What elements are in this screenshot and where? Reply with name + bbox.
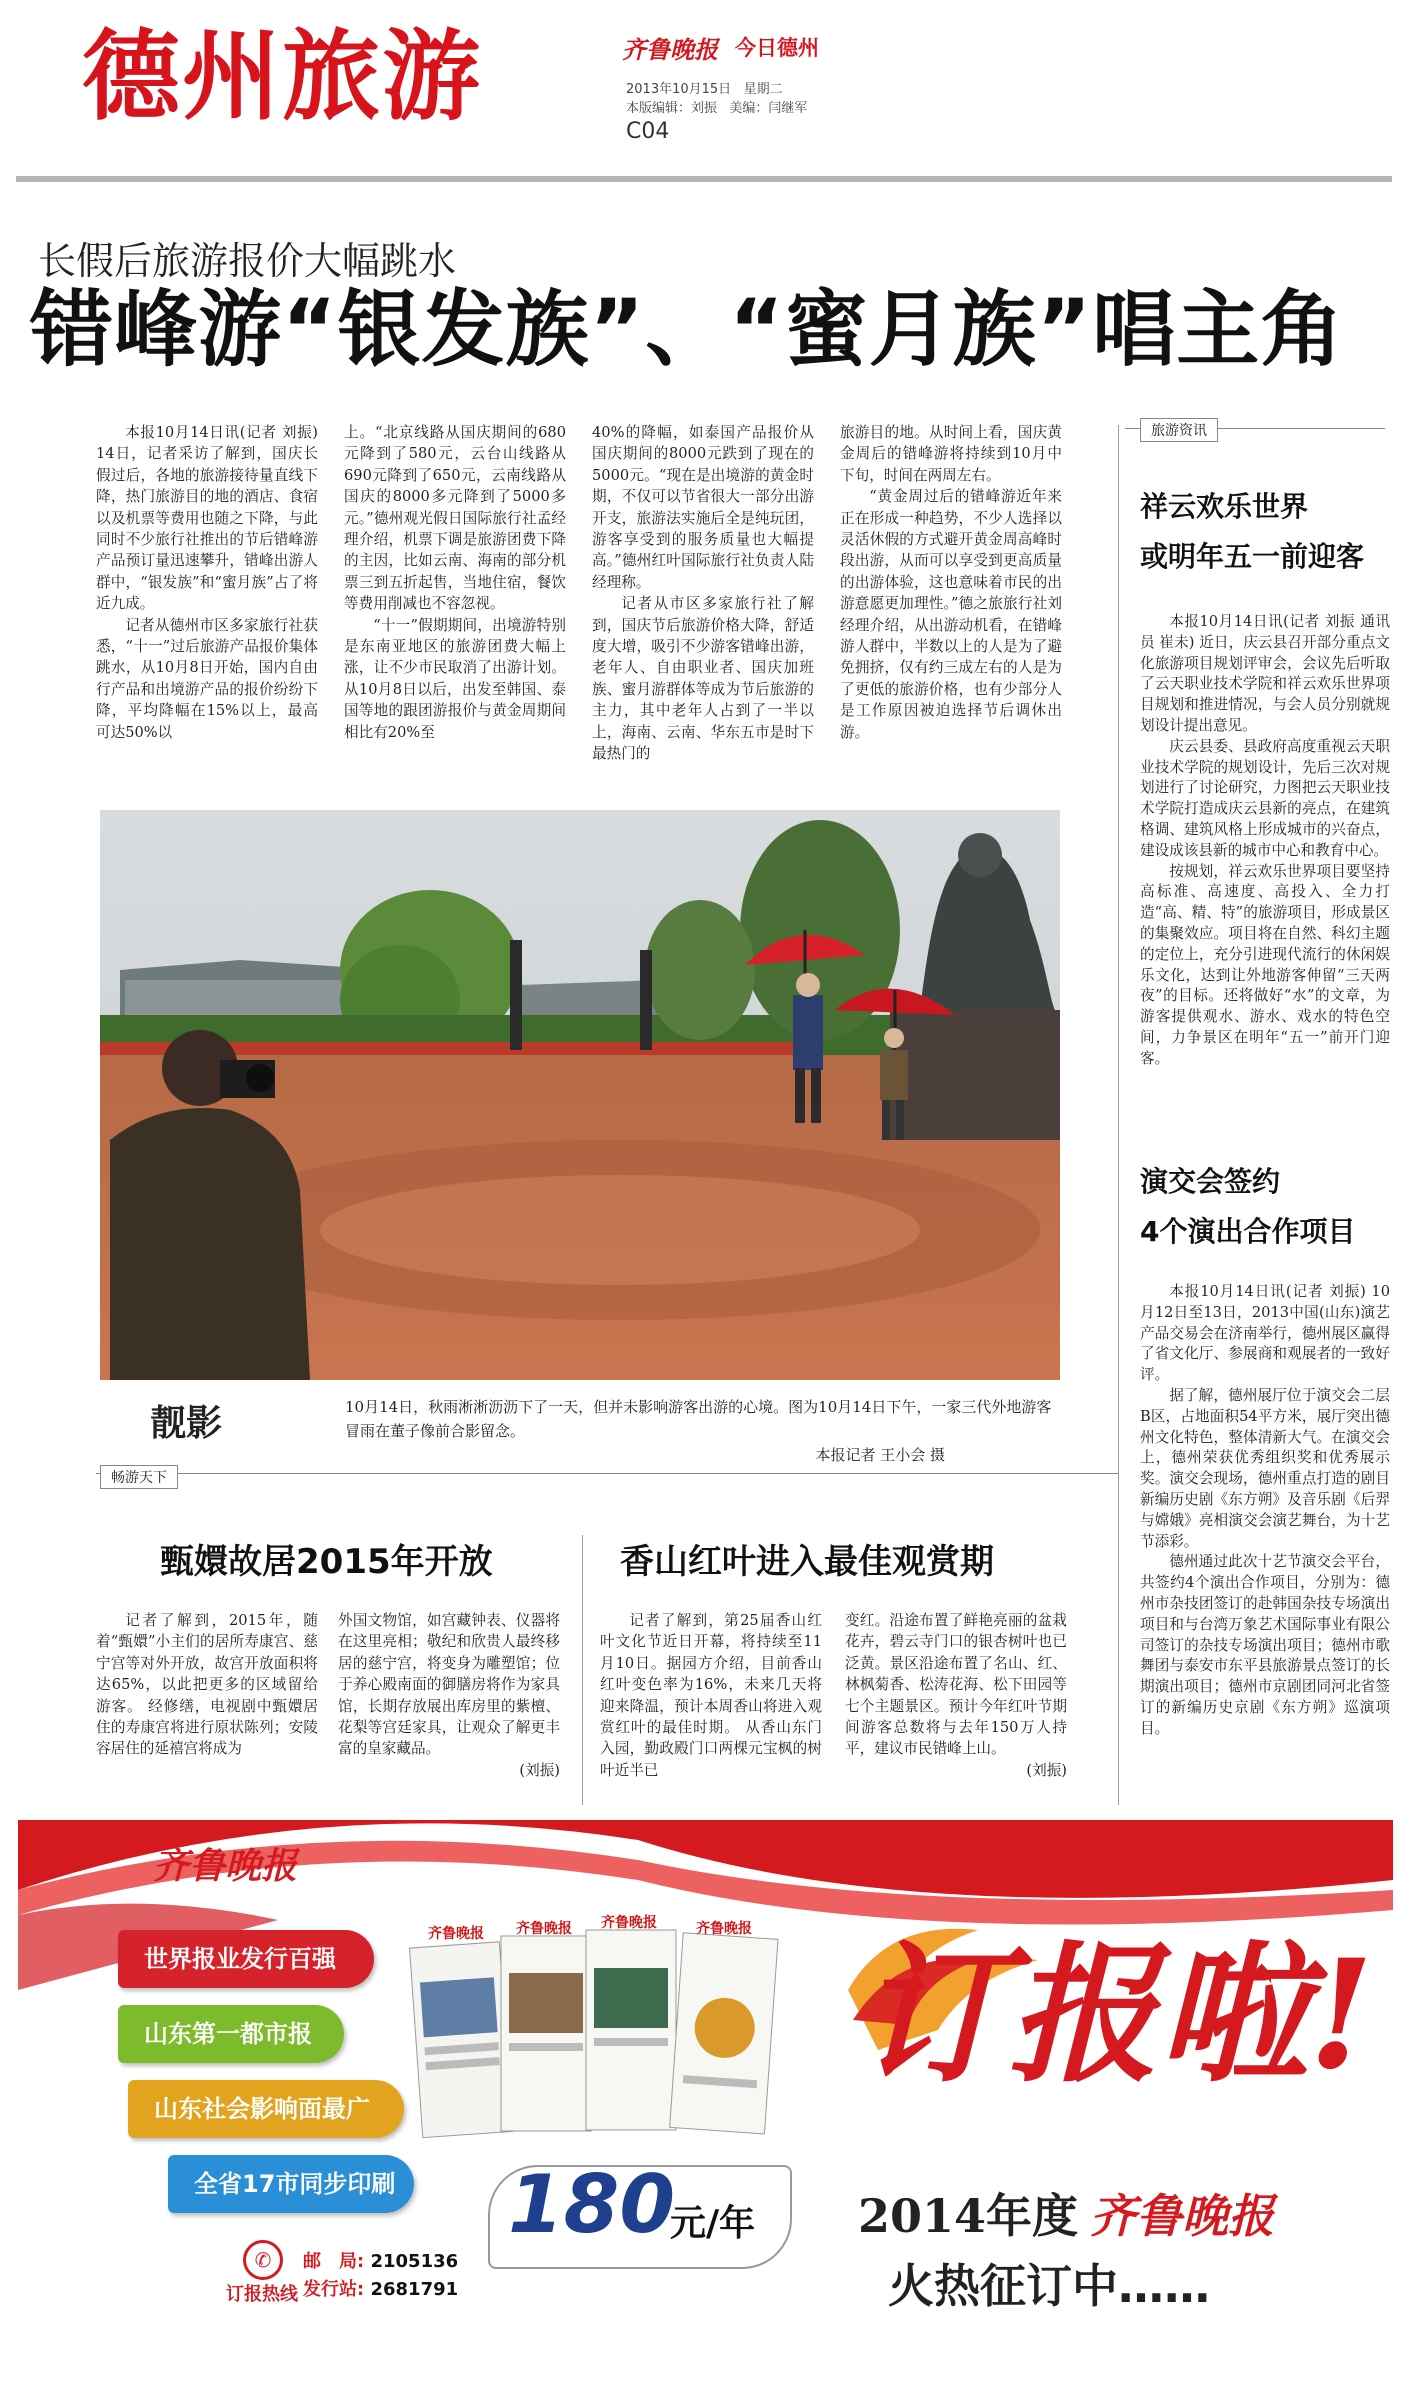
paper-masthead-2: 齐鲁晚报: [516, 1921, 572, 1937]
subscription-ad: [18, 1820, 1393, 2360]
section-title: 德州旅游: [82, 20, 483, 134]
sidebar-article-2-title-line2: 4个演出合作项目: [1140, 1215, 1356, 1248]
ad-slogan-4: 全省17市同步印刷: [168, 2155, 414, 2213]
byline: (刘振): [519, 1761, 560, 1779]
sidebar-article-2-body: [1140, 1282, 1390, 1740]
paragraph: 记者从市区多家旅行社了解到，国庆节后旅游价格大降，舒适度大增，吸引不少游客错峰出游，老年人、自由职业者、国庆加班族、蜜月游群体等成为节后旅游的主力，其中老年人占到了一半以上，海南、云南、华东五市是时下最热门的: [592, 595, 814, 763]
paragraph: 记者了解到，第25届香山红叶文化节近日开幕，将持续至11月10日。据园方介绍，目前香山红叶变色率为16%，未来几天将迎来降温，预计本周香山将进入观赏红叶的最佳时期。 从香山东门入园，勤政殿门口两棵元宝枫的树叶近半已: [600, 1612, 822, 1779]
column-divider: [1118, 425, 1119, 1805]
photo-title: 靓影: [150, 1402, 223, 1444]
paragraph: “黄金周过后的错峰游近年来正在形成一种趋势，不少人选择以灵活休假的方式避开黄金周高峰时段出游，从而可以享受到更高质量的出游体验，这也意味着市民的出游意愿更加理性。”德之旅旅行社刘经理介绍，从出游动机看，在错峰游人群中，半数以上的人是为了避免拥挤，仅有约三成左右的人是为了更低的旅游价格，也有少部分人是工作原因被迫选择节后调休出游。: [840, 488, 1062, 741]
paragraph: 40%的降幅，如泰国产品报价从国庆期间的8000元跌到了现在的5000元。“现在是出境游的黄金时期，不仅可以节省很大一部分出游开支，旅游法实施后全是纯玩团，游客享受到的服务质量也大幅提高。”德州红叶国际旅行社负责人陆经理称。: [592, 424, 814, 591]
price-number: 180: [508, 2158, 675, 2251]
station-label: 发行站:: [303, 2279, 365, 2300]
sidebar-article-1-body: [1140, 612, 1390, 1070]
ad-slogan-3: 山东社会影响面最广: [128, 2080, 404, 2138]
newspaper-logo: 齐鲁晚报: [622, 35, 718, 64]
edition-label: 今日德州: [735, 36, 819, 60]
issue-meta: [626, 80, 807, 118]
sidebar-article-2-title-line1: 演交会签约: [1140, 1165, 1281, 1198]
paper-masthead-4: 齐鲁晚报: [696, 1921, 752, 1937]
ad-year-text: [858, 2180, 1274, 2246]
travel-article-2-col-1: [600, 1610, 822, 1781]
paragraph: 上。“北京线路从国庆期间的680元降到了580元，云台山线路从690元降到了650元，云南线路从国庆的8000多元降到了5000多元。”德州观光假日国际旅行社孟经理介绍，机票下调是旅游团费下降的主因，比如云南、海南的部分机票三到五折起售，当地住宿，餐饮等费用削减也不容忽视。: [344, 424, 566, 613]
hotline-label: 订报热线: [226, 2284, 298, 2305]
page-code: C04: [626, 119, 670, 144]
post-number: 2105136: [370, 2251, 459, 2272]
ad-slogan-2: 山东第一都市报: [118, 2005, 344, 2063]
article-kicker: 长假后旅游报价大幅跳水: [38, 239, 457, 283]
photo-credit: 本报记者 王小会 摄: [815, 1446, 945, 1464]
ad-logo: 齐鲁晚报: [153, 1845, 298, 1887]
paper-masthead-1: 齐鲁晚报: [428, 1926, 484, 1942]
art-editor-credit: 美编：闫继军: [729, 101, 808, 116]
main-article-column-2: [344, 422, 566, 743]
sidebar-tag: 旅游资讯: [1140, 418, 1218, 442]
paragraph: 记者了解到，2015年，随着“甄嬛”小主们的居所寿康宫、慈宁宫等对外开放，故宫开放面积将达65%，以此把更多的区域留给游客。 经修缮，电视剧中甄嬛居住的寿康宫将进行原状陈列；安陵容居住的延禧宫将成为: [96, 1612, 318, 1758]
post-label: 邮 局:: [303, 2251, 365, 2272]
editor-credit: 本版编辑：刘振: [626, 101, 718, 116]
issue-date: 2013年10月15日: [626, 82, 732, 97]
article-headline: 错峰游“银发族”、“蜜月族”唱主角: [30, 281, 1345, 378]
travel-article-1-title: 甄嬛故居2015年开放: [160, 1542, 493, 1582]
paragraph: 德州通过此次十艺节演交会平台，共签约4个演出合作项目，分别为：德州市杂技团签订的赴韩国杂技专场演出项目和与台湾万象艺术国际事业有限公司签订的杂技专场演出项目；德州市歌舞团与泰安市东平县旅游景点签订的长期演出项目；德州市京剧团同河北省签订的新编历史京剧《东方朔》巡演项目。: [1140, 1553, 1390, 1737]
paragraph: 记者从德州市区多家旅行社获悉，“十一”过后旅游产品报价集体跳水，从10月8日开始，国内自由行产品和出境游产品的报价纷纷下降，平均降幅在15%以上，最高可达50%以: [96, 616, 318, 741]
hotline-numbers: [303, 2248, 458, 2304]
sidebar-article-1-title-line2: 或明年五一前迎客: [1140, 540, 1365, 573]
travel-article-2-title: 香山红叶进入最佳观赏期: [620, 1542, 994, 1582]
paragraph: 本报10月14日讯(记者 刘振) 10月12日至13日，2013中国(山东)演艺产品交易会在济南举行，德州展区赢得了省文化厅、参展商和观展者的一致好评。: [1140, 1283, 1390, 1384]
paragraph: “十一”假期期间，出境游特别是东南亚地区的旅游团费大幅上涨，让不少市民取消了出游计划。从10月8日以后，出发至韩国、泰国等地的跟团游报价与黄金周期间相比有20%至: [344, 616, 566, 741]
ad-big-text: 订报啦!: [858, 1927, 1374, 2103]
paper-masthead-3: 齐鲁晚报: [601, 1915, 657, 1931]
photo-caption: [345, 1395, 1065, 1467]
travel-section-rule: [96, 1473, 1118, 1474]
byline: (刘振): [1026, 1761, 1067, 1779]
paragraph: 本报10月14日讯(记者 刘振) 14日，记者采访了解到，国庆长假过后，各地的旅游接待量直线下降，热门旅游目的地的酒店、食宿以及机票等费用也随之下降，与此同时不少旅行社推出的节后错峰游产品预订量迅速攀升，错峰出游人群中，“银发族”和“蜜月族”占了将近九成。: [96, 424, 318, 613]
news-photo: [100, 810, 1060, 1380]
station-number: 2681791: [370, 2279, 459, 2300]
paragraph: 本报10月14日讯(记者 刘振 通讯员 崔未) 近日，庆云县召开部分重点文化旅游项目规划评审会，会议先后听取了云天职业技术学院和祥云欢乐世界项目规划和推进情况，与会人员分别就规划设计提出意见。: [1140, 613, 1390, 734]
paragraph: 旅游目的地。从时间上看，国庆黄金周后的错峰游将持续到10月中下旬，时间在两周左右。: [840, 424, 1062, 484]
travel-article-1-col-1: [96, 1610, 318, 1760]
paragraph: 变红。沿途布置了鲜艳亮丽的盆栽花卉，碧云寺门口的银杏树叶也已泛黄。景区沿途布置了名山、红、林枫菊香、松涛花海、松下田园等七个主题景区。预计今年红叶节期间游客总数将与去年150万人持平，建议市民错峰上山。: [845, 1612, 1067, 1758]
issue-weekday: 星期二: [743, 82, 783, 97]
paragraph: 庆云县委、县政府高度重视云天职业技术学院的规划设计，先后三次对规划进行了讨论研究，力图把云天职业技术学院打造成庆云县新的亮点，在建筑格调、建筑风格上形成城市的兴奋点，建设成该县新的城市中心和教育中心。: [1140, 737, 1390, 859]
sidebar-article-1-title-line1: 祥云欢乐世界: [1140, 490, 1309, 523]
travel-section-tag: 畅游天下: [100, 1465, 178, 1489]
price-unit: 元/年: [670, 2203, 756, 2244]
paragraph: 据了解，德州展厅位于演交会二层B区，占地面积54平方米，展厅突出德州文化特色，整体清新大气。在演交会上，德州荣获优秀组织奖和优秀展示奖。演交会现场，德州重点打造的剧目新编历史剧《东方朔》及音乐剧《后羿与嫦娥》亮相演交会演艺舞台，为十艺节添彩。: [1140, 1386, 1390, 1550]
travel-column-divider: [582, 1535, 583, 1805]
ad-campaign-text: 火热征订中……: [888, 2259, 1210, 2313]
newspaper-stack-illustration: [406, 1918, 791, 2148]
ad-year: 2014年度: [858, 2189, 1079, 2243]
photo-caption-text: 10月14日，秋雨淅淅沥沥下了一天，但并未影响游客出游的心境。图为10月14日下午，一家三代外地游客冒雨在董子像前合影留念。: [345, 1398, 1052, 1440]
sidebar-article-1-title: [1140, 482, 1364, 582]
paragraph: 外国文物馆，如宫藏钟表、仪器将在这里亮相；敬纪和欣贵人最终移居的慈宁宫，将变身为雕塑馆；位于养心殿南面的御膳房将作为家具馆，长期存放展出库房里的紫檀、花梨等宫廷家具，让观众了解更丰富的皇家藏品。: [338, 1612, 560, 1758]
ad-slogan-1: 世界报业发行百强: [118, 1930, 374, 1988]
travel-article-1-col-2: [338, 1610, 560, 1781]
main-article-column-3: [592, 422, 814, 765]
main-article-column-4: [840, 422, 1062, 743]
main-article-column-1: [96, 422, 318, 743]
paragraph: 按规划，祥云欢乐世界项目要坚持高标准、高速度、高投入、全力打造“高、精、特”的旅游项目，形成景区的集聚效应。项目将在自然、科幻主题的定位上，充分引进现代流行的休闲娱乐文化，达到让外地游客伸留“三天两夜”的目标。还将做好“水”的文章，为游客提供观水、游水、戏水的特色空间，力争景区在明年“五一”前开门迎客。: [1140, 862, 1390, 1067]
ad-year-logo: 齐鲁晚报: [1090, 2189, 1275, 2243]
travel-article-2-col-2: [845, 1610, 1067, 1781]
sidebar-article-2-title: [1140, 1157, 1355, 1257]
phone-icon: ✆: [243, 2240, 283, 2280]
masthead-divider: [16, 176, 1392, 182]
photo-illustration: [100, 810, 1060, 1380]
